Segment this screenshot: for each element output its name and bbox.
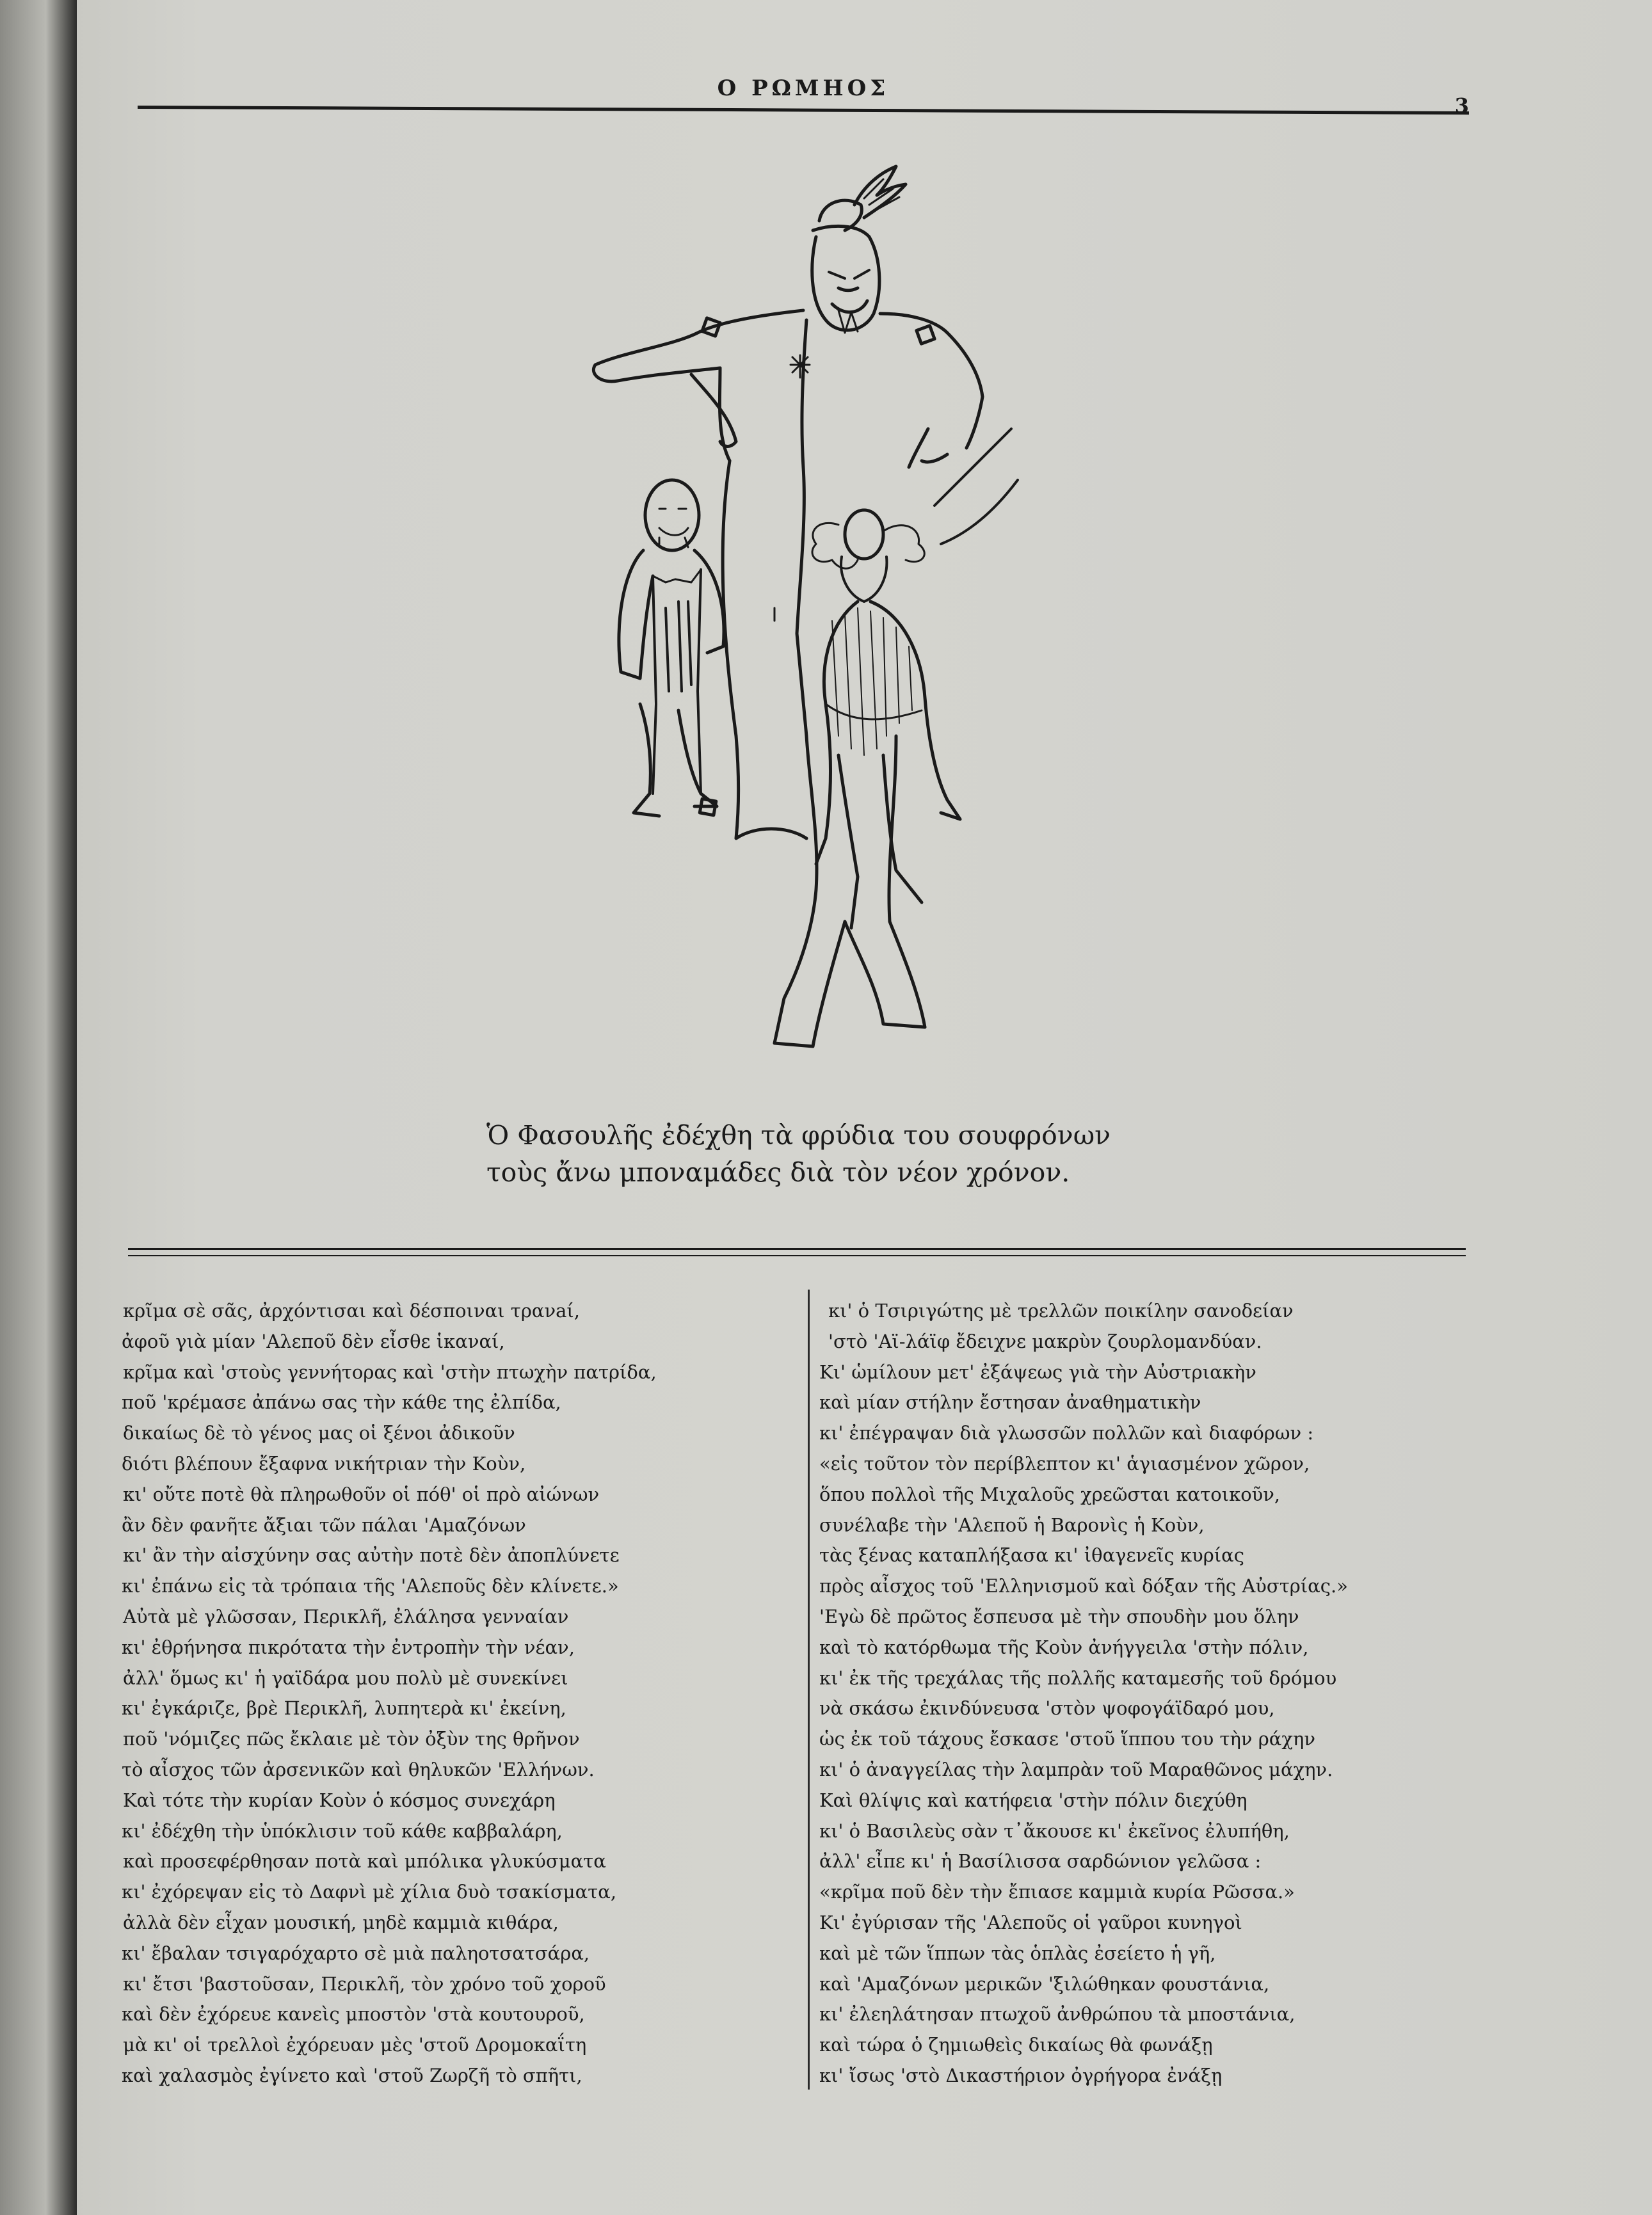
- poem-line: ποῦ 'νόμιζες πῶς ἔκλαιε μὲ τὸν ὀξὺν της θρῆνον: [123, 1728, 580, 1750]
- poem-line: ἀφοῦ γιὰ μίαν 'Αλεποῦ δὲν εἶσθε ἱκαναί,: [122, 1330, 505, 1352]
- poem-line: κι' ἐλεηλάτησαν πτωχοῦ ἀνθρώπου τὰ μποστάνια,: [819, 2003, 1295, 2026]
- poem-line: κι' ἐθρήνησα πικρότατα τὴν ἐντροπὴν τὴν νέαν,: [122, 1636, 575, 1658]
- poem-line: νὰ σκάσω ἐκινδύνευσα 'στὸν ψοφογάϊδαρό μου,: [819, 1697, 1275, 1720]
- poem-line: συνέλαβε τὴν 'Αλεποῦ ἡ Βαρονὶς ἡ Κοὺν,: [819, 1514, 1205, 1536]
- poem-line: πρὸς αἶσχος τοῦ 'Ελληνισμοῦ καὶ δόξαν τῆς Αὐστρίας.»: [819, 1575, 1348, 1597]
- poem-line: τὸ αἶσχος τῶν ἀρσενικῶν καὶ θηλυκῶν 'Ελλήνων.: [122, 1758, 595, 1780]
- poem-line: «κρῖμα ποῦ δὲν τὴν ἔπιασε καμμιὰ κυρία Ρῶσσα.»: [819, 1881, 1295, 1903]
- caption-line: τοὺς ἄνω μποναμάδες διὰ τὸν νέον χρόνον.: [486, 1157, 1070, 1188]
- poem-line: ἀλλ' εἶπε κι' ἡ Βασίλισσα σαρδώνιον γελῶσα :: [819, 1850, 1262, 1873]
- poem-line: κι' οὔτε ποτὲ θὰ πληρωθοῦν οἱ πόθ' οἱ πρὸ αἰώνων: [123, 1483, 600, 1505]
- poem-line: καὶ χαλασμὸς ἐγίνετο καὶ 'στοῦ Ζωρζῆ τὸ σπῆτι,: [122, 2064, 582, 2086]
- poem-line: κι' ἐγκάριζε, βρὲ Περικλῆ, λυπητερὰ κι' ἐκείνη,: [122, 1697, 566, 1720]
- poem-line: καὶ τώρα ὁ ζημιωθεὶς δικαίως θὰ φωνάξῃ: [819, 2034, 1213, 2056]
- poem-line: «εἰς τοῦτον τὸν περίβλεπτον κι' ἁγιασμένον χῶρον,: [819, 1452, 1310, 1475]
- poem-line: Καὶ τότε τὴν κυρίαν Κοὺν ὁ κόσμος συνεχάρη: [123, 1789, 556, 1811]
- poem-line: κι' ἐδέχθη τὴν ὑπόκλισιν τοῦ κάθε καββαλάρη,: [122, 1819, 563, 1842]
- poem-line: κι' ἂν τὴν αἰσχύνην σας αὐτὴν ποτὲ δὲν ἀποπλύνετε: [123, 1544, 620, 1567]
- poem-line: καὶ μὲ τῶν ἵππων τὰς ὁπλὰς ἐσείετο ἡ γῆ,: [819, 1942, 1216, 1964]
- page-header: [138, 70, 1469, 128]
- poem-line: καὶ δὲν ἐχόρευε κανεὶς μποστὸν 'στὰ κουτουροῦ,: [122, 2003, 585, 2026]
- book-spine-shadow: [0, 0, 83, 2215]
- caption-line: Ὁ Φασουλῆς ἐδέχθη τὰ φρύδια του σουφρόνων: [486, 1120, 1111, 1151]
- poem-line: δικαίως δὲ τὸ γένος μας οἱ ξένοι ἀδικοῦν: [123, 1422, 515, 1444]
- poem-line: διότι βλέπουν ἔξαφνα νικήτριαν τὴν Κοὺν,: [122, 1452, 526, 1475]
- poem-left-column: [122, 1296, 794, 2091]
- poem-line: Αὐτὰ μὲ γλῶσσαν, Περικλῆ, ἐλάλησα γενναίαν: [123, 1605, 569, 1627]
- poem-line: 'στὸ 'Αϊ-λάϊφ ἔδειχνε μακρὺν ζουρλομανδύαν.: [828, 1330, 1262, 1352]
- poem-line: Κι' ἐγύρισαν τῆς 'Αλεποῦς οἱ γαῦροι κυνηγοὶ: [819, 1911, 1242, 1933]
- poem-line: κι' ἐπέγραψαν διὰ γλωσσῶν πολλῶν καὶ διαφόρων :: [819, 1422, 1314, 1444]
- poem-line: Κι' ὡμίλουν μετ' ἐξάψεως γιὰ τὴν Αὐστριακὴν: [819, 1361, 1256, 1383]
- poem-line: κρῖμα σὲ σᾶς, ἀρχόντισαι καὶ δέσποιναι τρανaί,: [123, 1300, 580, 1322]
- poem-right-column: [819, 1296, 1472, 2091]
- section-rule: [128, 1248, 1466, 1256]
- poem-line: καὶ μίαν στήλην ἔστησαν ἀναθηματικὴν: [819, 1391, 1201, 1414]
- poem-line: κι' ὁ Βασιλεὺς σὰν τ᾽ἄκουσε κι' ἐκεῖνος ἐλυπήθη,: [819, 1819, 1290, 1842]
- poem-line: ὡς ἐκ τοῦ τάχους ἔσκασε 'στοῦ ἵππου του τὴν ράχην: [819, 1728, 1315, 1750]
- poem-line: μὰ κι' οἱ τρελλοὶ ἐχόρευαν μὲς 'στοῦ Δρομοκαΐτη: [123, 2034, 587, 2056]
- page-number: 3: [1454, 93, 1469, 118]
- poem-line: ἂν δὲν φανῆτε ἄξιαι τῶν πάλαι 'Αμαζόνων: [122, 1514, 526, 1536]
- poem-line: ἀλλὰ δὲν εἶχαν μουσική, μηδὲ καμμιὰ κιθάρα,: [123, 1911, 559, 1933]
- cartoon-caption: [448, 1117, 1255, 1191]
- poem-line: κι' ὁ Τσιριγώτης μὲ τρελλῶν ποικίλην σανοδείαν: [828, 1300, 1294, 1322]
- poem-line: κι' ἔβαλαν τσιγαρόχαρτο σὲ μιὰ παληοτσατσάρα,: [122, 1942, 590, 1964]
- poem-line: 'Εγὼ δὲ πρῶτος ἔσπευσα μὲ τὴν σπουδὴν μου ὅλην: [819, 1605, 1299, 1627]
- poem-line: κρῖμα καὶ 'στοὺς γεννήτορας καὶ 'στὴν πτωχὴν πατρίδα,: [123, 1361, 657, 1383]
- poem-line: κι' ἐπάνω εἰς τὰ τρόπαια τῆς 'Αλεποῦς δὲν κλίνετε.»: [122, 1575, 619, 1597]
- poem-line: ποῦ 'κρέμασε ἀπάνω σας τὴν κάθε της ἐλπίδα,: [122, 1391, 561, 1414]
- poem-line: κι' ὁ ἀναγγείλας τὴν λαμπρὰν τοῦ Μαραθῶνος μάχην.: [819, 1758, 1333, 1780]
- poem-line: κι' ἐκ τῆς τρεχάλας τῆς πολλῆς καταμεσῆς τοῦ δρόμου: [819, 1667, 1337, 1689]
- poem-line: ἀλλ' ὅμως κι' ἡ γαϊδάρα μου πολὺ μὲ συνεκίνει: [123, 1667, 568, 1689]
- poem-line: κι' ἴσως 'στὸ Δικαστήριον ὀγρήγορα ἐνάξῃ: [819, 2064, 1223, 2086]
- poem-line: ὅπου πολλοὶ τῆς Μιχαλοῦς χρεῶσται κατοικοῦν,: [819, 1483, 1281, 1505]
- newspaper-title: Ο ΡΩΜΗΟΣ: [717, 76, 890, 101]
- poem-line: κι' ἐχόρεψαν εἰς τὸ Δαφνὶ μὲ χίλια δυὸ τσακίσματα,: [122, 1881, 617, 1903]
- column-divider: [808, 1290, 810, 2090]
- poem-line: Καὶ θλίψις καὶ κατήφεια 'στὴν πόλιν διεχύθη: [819, 1789, 1247, 1811]
- poem-line: καὶ προσεφέρθησαν ποτὰ καὶ μπόλικα γλυκύσματα: [123, 1850, 606, 1873]
- poem-line: τὰς ξένας καταπλήξασα κι' ἰθαγενεῖς κυρίας: [819, 1544, 1244, 1567]
- cartoon-puppeteer-icon: [563, 160, 1127, 1082]
- poem-line: καὶ τὸ κατόρθωμα τῆς Κοὺν ἀνήγγειλα 'στὴν πόλιν,: [819, 1636, 1309, 1658]
- poem-line: καὶ 'Αμαζόνων μερικῶν 'ξιλώθηκαν φουστάνια,: [819, 1972, 1270, 1995]
- poem-line: κι' ἔτσι 'βαστοῦσαν, Περικλῆ, τὸν χρόνο τοῦ χοροῦ: [123, 1972, 606, 1995]
